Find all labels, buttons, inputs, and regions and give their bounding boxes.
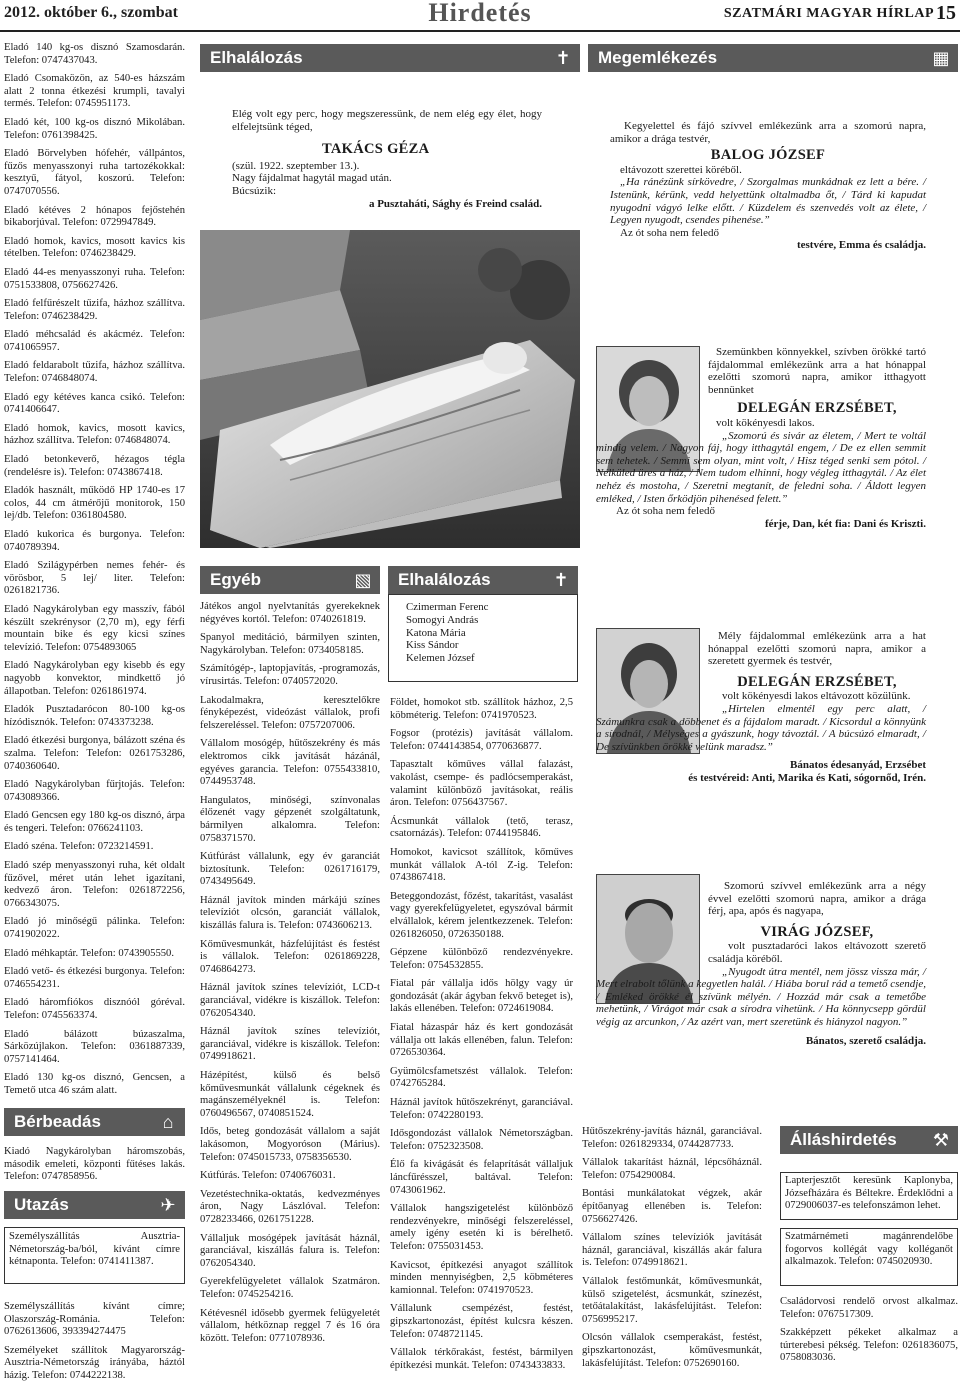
list-item: Vállalom színes televíziók javítását háznál, garanciával, kiszállás akár falura is. Telefon: 0749918621. xyxy=(582,1232,762,1269)
notice-signature: testvére, Emma és családja. xyxy=(796,239,926,252)
list-item: Eladó egy kétéves kanca csikó. Telefon: 0741406647. xyxy=(4,391,185,416)
list-item: Vezetéstechnika-oktatás, kedvezményes áron, Nagy Lászlóval. Telefon: 0728233466, 0261751228. xyxy=(200,1188,380,1225)
notice-poem: „Nyugodt útra mentél, nem jössz vissza már, / Mert elrabolt tőlünk a kegyetlen halál. / Hiába borul rád a temető csendje, / Emléked örökké él szívünk mélyén. / Hozzád már csak a temetőbe mehetünk, / Virágot már csak a sírodra vihetünk. / Ha könnycsepp gördül végig az arcunkon, / Az azért van, mert szeretünk és hiányzol nagyon.” xyxy=(596,965,926,1028)
utazas-header xyxy=(4,1191,185,1219)
list-item: Számítógép-, laptopjavítás, -programozás, vírusirtás. Telefon: 0740572020. xyxy=(200,663,380,687)
list-item: Kiadó Nagykárolyban háromszobás, második emeleti, központi fűtéses lakás. Telefon: 0747858956. xyxy=(4,1146,185,1183)
classified-column-services-2 xyxy=(582,1126,762,1376)
list-item: Gépzene különböző rendezvényekre. Telefon: 0754532855. xyxy=(390,947,573,971)
notice-poem: „Hirtelen elmentél egy perc alatt, / Számunkra csak a döbbenet és a fájdalom maradt. / Kicsordul a könnyünk a sírodnál, / Mélységes a gyászunk, hogy távoztál. / A búcsúzó elmaradt, / De szívünkben örökké velünk maradsz.” xyxy=(596,702,926,753)
list-item: Eladó homok, kavics, mosott kavics kis tételben. Telefon: 0746238429. xyxy=(4,235,185,260)
remembered-name: DELEGÁN ERZSÉBET, xyxy=(737,673,897,690)
list-item: Eladó 130 kg-os disznó, Gencsen, a Temető utca 46 szám alatt. xyxy=(4,1072,185,1096)
list-item: Vállaljuk mosógépek javítását háznál, garanciával, kiszállás falura is. Telefon: 0762054340. xyxy=(200,1232,380,1269)
elhalalozas-header xyxy=(200,44,580,72)
utazas-title: Utazás xyxy=(14,1195,69,1214)
classified-column-services xyxy=(390,697,573,1378)
page-header xyxy=(0,0,960,32)
list-item: Eladó homok, kavics, mosott kavics, házhoz szállítva. Telefon: 0746848074. xyxy=(4,422,185,447)
list-item: Fiatal házaspár ház és kert gondozását vállalja ott lakás ellenében, falun. Telefon: 0726530364. xyxy=(390,1022,573,1059)
list-item: Kavicsot, építkezési anyagot szállítok minden mennyiségben, 2,5 köbméteres kamionnal. Telefon: 0741970523. xyxy=(390,1259,573,1296)
deceased-list-box xyxy=(388,594,578,682)
list-item: Kőművesmunkát, házfelújítást és festést is vállalok. Telefon: 0261869228, 0746864273. xyxy=(200,938,380,975)
list-item: Eladó Szilágypérben nemes fehér- és vörösbor, 5 lej/ liter. Telefon: 0261821736. xyxy=(4,560,185,597)
berbeadas-title: Bérbeadás xyxy=(14,1112,101,1131)
utazas-boxed-ad xyxy=(4,1227,185,1284)
grave-statue-photo xyxy=(200,230,580,548)
allashirdetes-header xyxy=(780,1126,958,1154)
remembered-name: DELEGÁN ERZSÉBET, xyxy=(737,400,897,417)
list-item: Hangulatos, minőségi, színvonalas élőzenét vagy gépzenét szolgáltatunk, bármilyen alkalomra. Telefon: 0758371570. xyxy=(200,794,380,844)
sale-ads-list xyxy=(4,42,185,1098)
list-item: Vállalok takarítást háznál, lépcsőháznál. Telefon: 0754290084. xyxy=(582,1157,762,1181)
list-item: Vállalok térkőrakást, festést, bármilyen építkezési munkát. Telefon: 0743433833. xyxy=(390,1347,573,1371)
boxed-ad-text: Személyszállítás Ausztria-Németország-ba/ból, kívánt címre kétnaponta. Telefon: 0741411387. xyxy=(9,1231,180,1268)
list-item: Szakképzett pékeket alkalmaz a túrterebesi pékség. Telefon: 0261836075, 0758083036. xyxy=(780,1327,958,1364)
services-ads-list xyxy=(390,697,573,1372)
deceased-name: Kiss Sándor xyxy=(406,639,459,652)
elhalalozas-small-header xyxy=(388,566,578,594)
list-item: Idősgondozást vállalok Németországban. Telefon: 0752323508. xyxy=(390,1128,573,1152)
list-item: Eladó vető- és étkezési burgonya. Telefon: 0746554231. xyxy=(4,966,185,990)
takacs-geza-notice xyxy=(232,108,542,210)
delegan-notice-1 xyxy=(596,346,926,530)
list-item: Beteggondozást, főzést, takarítást, vasalást vagy gyerekfelügyeletet, egyszóval bármit elvállalok, kérem jelentkezzenek. Telefon: 0261826050, 0726350188. xyxy=(390,890,573,940)
notice-signature: és testvéreid: Anti, Marika és Kati, sógornőd, Irén. xyxy=(688,771,926,784)
boxed-ad-text: Szatmárnémeti magánrendelőbe fogorvos kollégát vagy kolléganőt alkalmazok. Telefon: 0745020930. xyxy=(785,1231,953,1268)
notice-line: Nagy fájdalmat hagytál magad után. xyxy=(232,172,392,185)
list-item: Kútfúrás. Telefon: 0740676031. xyxy=(200,1170,336,1182)
job-boxed-ad-1 xyxy=(780,1172,958,1220)
list-item: Eladók Pusztadarócon 80-100 kg-os hízódisznók. Telefon: 0743373238. xyxy=(4,704,185,728)
elhalalozas-title: Elhalálozás xyxy=(210,48,303,67)
notice-intro: Szemünkben könnyekkel, szívben örökké tartó fájdalommal emlékezünk arra a hat hónappal ezelőtti szomorú napra, amikor itthagyott bennünket xyxy=(708,346,926,396)
list-item: Ácsmunkát vállalok (tető, terasz, csatornázás). Telefon: 0744195846. xyxy=(390,815,573,840)
notice-closing: Az ót soha nem feledő xyxy=(616,505,715,518)
list-item: Eladó széna. Telefon: 0723214591. xyxy=(4,841,154,853)
remembered-name: BALOG JÓZSEF xyxy=(710,147,826,164)
allashirdetes-title: Álláshirdetés xyxy=(790,1130,897,1149)
list-item: Eladó két, 100 kg-os disznó Mikolában. Telefon: 0761398425. xyxy=(4,116,185,141)
deceased-name: TAKÁCS GÉZA xyxy=(322,141,430,158)
list-item: Családorvosi rendelő orvost alkalmaz. Telefon: 0767517309. xyxy=(780,1296,958,1320)
list-item: Házépítést, külső és belső kőművesmunkát vállalunk cégeknek és magánszemélyeknél is. Telefon: 0760496567, 0740851524. xyxy=(200,1070,380,1119)
cross-icon: ✝ xyxy=(553,570,569,590)
list-item: Személyeket szállítok Magyarország-Ausztria-Németország irányába, háztól házig. Telefon: 0744222138. xyxy=(4,1344,185,1381)
berbeadas-ads xyxy=(4,1146,185,1190)
notice-line: volt kökényesdi lakos eltávozott közülünk. xyxy=(722,690,911,703)
list-item: Gyerekfelügyeletet vállalok Szatmáron. Telefon: 0745254216. xyxy=(200,1276,380,1300)
list-item: Eladó felfűrészelt tűzifa, házhoz szállítva. Telefon: 0746238429. xyxy=(4,298,185,322)
list-item: Vállalom mosógép, hűtőszekrény és más elektromos cikk javítását házánál, egyéves garancia. Telefon: 0755433810, 0744953748. xyxy=(200,738,380,788)
megemlekezes-header xyxy=(588,44,958,72)
list-item: Háznál javítok minden márkájú színes televíziót olcsón, garanciát vállalok, kiszállás falura is. Telefon: 0743606213. xyxy=(200,894,380,932)
deceased-name: Czimerman Ferenc xyxy=(406,601,489,613)
megemlekezes-title: Megemlékezés xyxy=(598,48,718,67)
services2-ads-list xyxy=(582,1126,762,1370)
notice-line: volt pusztadaróci lakos eltávozott szerető családja köréből. xyxy=(708,940,926,965)
boxed-ad-text: Lapterjesztőt keresünk Kaplonyba, Józsefházára és Béltekre. Érdeklődni a 0729006037-es telefonszámon lehet. xyxy=(785,1175,953,1212)
notice-signature: férje, Dan, két fia: Dani és Kriszti. xyxy=(765,517,926,530)
list-item: Háznál javítok hűtőszekrényt, garanciával. Telefon: 0742280193. xyxy=(390,1097,573,1121)
notice-signature: Bánatos édesanyád, Erzsébet xyxy=(790,759,926,772)
deceased-list xyxy=(406,601,577,665)
list-item: Eladó szép menyasszonyi ruha, két oldalt fűzővel, méret után lehet igazítani, kedvező áron. Telefon: 0261872256, 0766343075. xyxy=(4,860,185,909)
notice-intro: Mély fájdalommal emlékezünk arra a hat hónappal ezelőtti szomorú napra, amikor a szeretett gyermek és testvér, xyxy=(708,630,926,668)
notice-intro: Kegyelettel és fájó szívvel emlékezünk arra a szomorú napra, amikor a drága testvér, xyxy=(610,120,926,145)
list-item: Háznál javítok színes televíziót, garanciával, vidékre is kiszállok. Telefon: 0749918621. xyxy=(200,1026,380,1063)
list-item: Eladó Nagykárolyban egy masszív, fából készült szekrénysor (2,70 m), egy férfi mountain bike és egy kicsi színes televízió. Telefon: 0754893065 xyxy=(4,603,185,653)
egyeb-ads-list xyxy=(200,601,380,1345)
list-item: Eladó bálázott búzaszalma, Sárközújlakon. Telefon: 0361887339, 0757141464. xyxy=(4,1028,185,1065)
notice-line: volt kökényesdi lakos. xyxy=(716,416,815,429)
list-item: Vállalok hangszigetelést különböző rendezvényekre, minőségi felszereléssel, amely igény esetén ki is bérelhető. Telefon: 0755031453. xyxy=(390,1203,573,1252)
notice-signature: a Pusztaháti, Sághy és Freind család. xyxy=(368,197,542,210)
list-item: Kétévesnél idősebb gyermek felügyeletét vállalom, hétköznap reggel 7 és 16 óra között. Telefon: 0771078936. xyxy=(200,1307,380,1344)
notice-signature: Bánatos, szerető családja. xyxy=(805,1034,926,1047)
notice-intro: Szomorú szívvel emlékezünk arra a négy évvel ezelőtti szomorú napra, amikor a drága férj, apa, após és nagyapa, xyxy=(708,880,926,918)
airplane-icon: ✈ xyxy=(160,1195,176,1215)
delegan-notice-2 xyxy=(596,630,926,785)
notice-intro: Elég volt egy perc, hogy megszeressünk, de nem elég egy élet, hogy elfelejtsünk téged, xyxy=(232,108,542,133)
notice-poem: „Ha ránézünk sírkövedre, / Szorgalmas munkádnak ez lett a bére. / Istenünk, kérünk, vedd helyettünk oltalmadba őt, / Tárd ki kapudat nyugodni vágyó lelke előtt. / Küzdelem és szenvedés volt az élete, / Legyen nyugodt, csendes pihenése.” xyxy=(610,176,926,227)
list-item: Eladó kukorica és burgonya. Telefon: 0740789394. xyxy=(4,529,185,553)
list-item: Eladó Csomaközön, az 540-es házszám alatt 2 tonna étkezési krumpli, tavalyi termés. Telefon: 0745951173. xyxy=(4,73,185,110)
deceased-name: Katona Mária xyxy=(406,626,466,639)
newspaper-name: SZATMÁRI MAGYAR HÍRLAP xyxy=(723,6,934,21)
notice-closing: Az ót soha nem feledő xyxy=(620,226,719,239)
list-item: Eladó Gencsen egy 180 kg-os disznó, árpa és tengeri. Telefon: 0766241103. xyxy=(4,810,185,834)
deceased-name: Kelemen József xyxy=(406,652,475,665)
list-item: Személyszállítás kívánt címre; Olaszország-Románia. Telefon: 0762613606, 393394274475 xyxy=(4,1301,185,1338)
list-item: Eladó Nagykárolyban fűrjtojás. Telefon: 0743089366. xyxy=(4,779,185,803)
worker-icon: ⚒ xyxy=(932,1130,950,1150)
list-item: Fiatal pár vállalja idős hölgy vagy úr gondozását (akár ágyban fekvő beteget is), lakás ellenében. Telefon: 0724619084. xyxy=(390,978,573,1015)
job-boxed-ad-2 xyxy=(780,1228,958,1286)
list-item: Eladó kétéves 2 hónapos fejőstehén bikaborjúval. Telefon: 0729947849. xyxy=(4,204,185,229)
list-item: Játékos angol nyelvtanítás gyerekeknek négyéves kortól. Telefon: 0740261819. xyxy=(200,601,380,625)
page-number: 15 xyxy=(936,2,956,24)
calendar-icon: ▦ xyxy=(932,48,950,68)
list-item: Kútfúrást vállalunk, egy év garanciát biztosítunk. Telefon: 0261716179, 0743495649. xyxy=(200,851,380,888)
utazas-ads xyxy=(4,1301,185,1389)
ticket-icon: ▧ xyxy=(354,570,372,590)
egyeb-title: Egyéb xyxy=(210,570,262,589)
birth-date: (szül. 1922. szeptember 13.). xyxy=(232,159,360,172)
list-item: Idős, beteg gondozását vállalom a saját lakásomon, Mogyoróson (Márius). Telefon: 0745015733, 0758356530. xyxy=(200,1126,380,1163)
list-item: Olcsón vállalok csemperakást, festést, gipszkartonozást, kőművesmunkát, lakásfelújítást. Telefon: 0752690160. xyxy=(582,1332,762,1369)
list-item: Eladó betonkeverő, hézagos tégla (rendelésre is). Telefon: 0743867418. xyxy=(4,454,185,478)
notice-line: eltávozott szerettei köréből. xyxy=(620,163,742,176)
issue-date: 2012. október 6., szombat xyxy=(4,4,178,21)
section-title: Hirdetés xyxy=(428,0,532,27)
list-item: Spanyol meditáció, bármilyen szinten, Nagykárolyban. Telefon: 0734058185. xyxy=(200,632,380,656)
list-item: Eladó 140 kg-os disznó Szamosdarán. Telefon: 0747437043. xyxy=(4,42,185,66)
list-item: Eladó háromfiókos disznóól góréval. Telefon: 0745563374. xyxy=(4,997,185,1021)
classified-column-sale xyxy=(4,42,185,1104)
list-item: Lakodalmakra, keresztelőkre fényképezést, videózást vállalok, profi felszereléssel. Telefon: 0757207006. xyxy=(200,694,380,731)
list-item: Fogsor (protézis) javítását vállalom. Telefon: 0744143854, 0770636877. xyxy=(390,728,573,752)
farewell-label: Búcsúzik: xyxy=(232,184,276,197)
list-item: Bontási munkálatokat végzek, akár építőanyag ellenében is. Telefon: 0756627426. xyxy=(582,1188,762,1225)
egyeb-header xyxy=(200,566,380,594)
balog-jozsef-notice xyxy=(610,120,926,252)
list-item: Tapasztalt kőműves vállal falazást, vakolást, csempe- és padlócsemperakást, valamint különböző javításokat, reális áron. Telefon: 0756437567. xyxy=(390,759,573,809)
list-item: Vállalok festőmunkát, kőművesmunkát, külső szigetelést, ácsmunkát, színezést, tetőátalakítást, lakásfelújítást. Telefon: 0756995217. xyxy=(582,1275,762,1325)
list-item: Eladók használt, működő HP 1740-es 17 colos, 44 cm átmérőjű monitorok, 150 lej/db. Telefon: 0361804580. xyxy=(4,485,185,522)
notice-poem: „Szomorú és sivár az életem, / Mert te voltál mindig velem. / Nagyon fáj, hogy itthagytál engem, / De ez ellen semmit sem tehetek. / Semmi sem olyan, mint volt, / Hisz téged senki sem pótol. / Nélküled üres a ház, / Nem tudom elhinni, hogy végleg itthagytál. / Az élet nehéz és mostoha, / Szeretni megtanít, de feledni soha. / Áldott legyen emléked, / Isten őrködjön pihenésed felett.” xyxy=(596,429,926,505)
job-ads xyxy=(780,1296,958,1371)
deceased-name: Somogyi András xyxy=(406,613,479,626)
list-item: Eladó Börvelyben hófehér, vállpántos, fűzős menyasszonyi ruha tartozékokkal: kesztyű, fátyol, koszorú. Telefon: 0747070556. xyxy=(4,148,185,197)
list-item: Eladó étkezési burgonya, bálázott széna és szalma. Telefon: Telefon: 0261753286, 0740360640. xyxy=(4,735,185,772)
list-item: Eladó 44-es menyasszonyi ruha. Telefon: 0751533808, 0756627426. xyxy=(4,266,185,291)
list-item: Vállalunk csempézést, festést, gipszkartonozást, építést kulcsra készen. Telefon: 0748721145. xyxy=(390,1303,573,1340)
remembered-name: VIRÁG JÓZSEF, xyxy=(760,923,874,940)
list-item: Homokot, kavicsot szállítok, kőműves munkát vállalok A-tól Z-ig. Telefon: 0743867418. xyxy=(390,846,573,884)
list-item: Eladó méhkaptár. Telefon: 0743905550. xyxy=(4,947,174,959)
list-item: Földet, homokot stb. szállítok házhoz, 2,5 köbméterig. Telefon: 0741970523. xyxy=(390,697,573,721)
list-item: Gyümölcsfametszést vállalok. Telefon: 0742765284. xyxy=(390,1065,573,1090)
list-item: Hűtőszekrény-javítás háznál, garanciával. Telefon: 0261829334, 0744287733. xyxy=(582,1126,762,1150)
list-item: Élő fa kivágását és felaprítását vállaljuk láncfűrésszel, baltával. Telefon: 0743061962. xyxy=(390,1159,573,1196)
house-icon: ⌂ xyxy=(162,1112,174,1132)
list-item: Eladó Nagykárolyban egy kisebb és egy nagyobb konvektor, mindkettő jó állapotban. Telefon: 0261861974. xyxy=(4,660,185,697)
list-item: Eladó jó minőségű pálinka. Telefon: 0741902022. xyxy=(4,916,185,941)
list-item: Háznál javítok színes televíziót, LCD-t garanciával, vidékre is kiszállok. Telefon: 0762054340. xyxy=(200,982,380,1019)
berbeadas-header xyxy=(4,1108,185,1136)
list-item: Eladó méhcsalád és akácméz. Telefon: 0741065957. xyxy=(4,329,185,353)
cross-icon: ✝ xyxy=(555,48,571,68)
elhalalozas-small-title: Elhalálozás xyxy=(398,570,491,589)
list-item: Eladó feldarabolt tűzifa, házhoz szállítva. Telefon: 0746848074. xyxy=(4,360,185,385)
egyeb-ads xyxy=(200,601,380,1351)
virag-jozsef-notice xyxy=(596,880,926,1047)
